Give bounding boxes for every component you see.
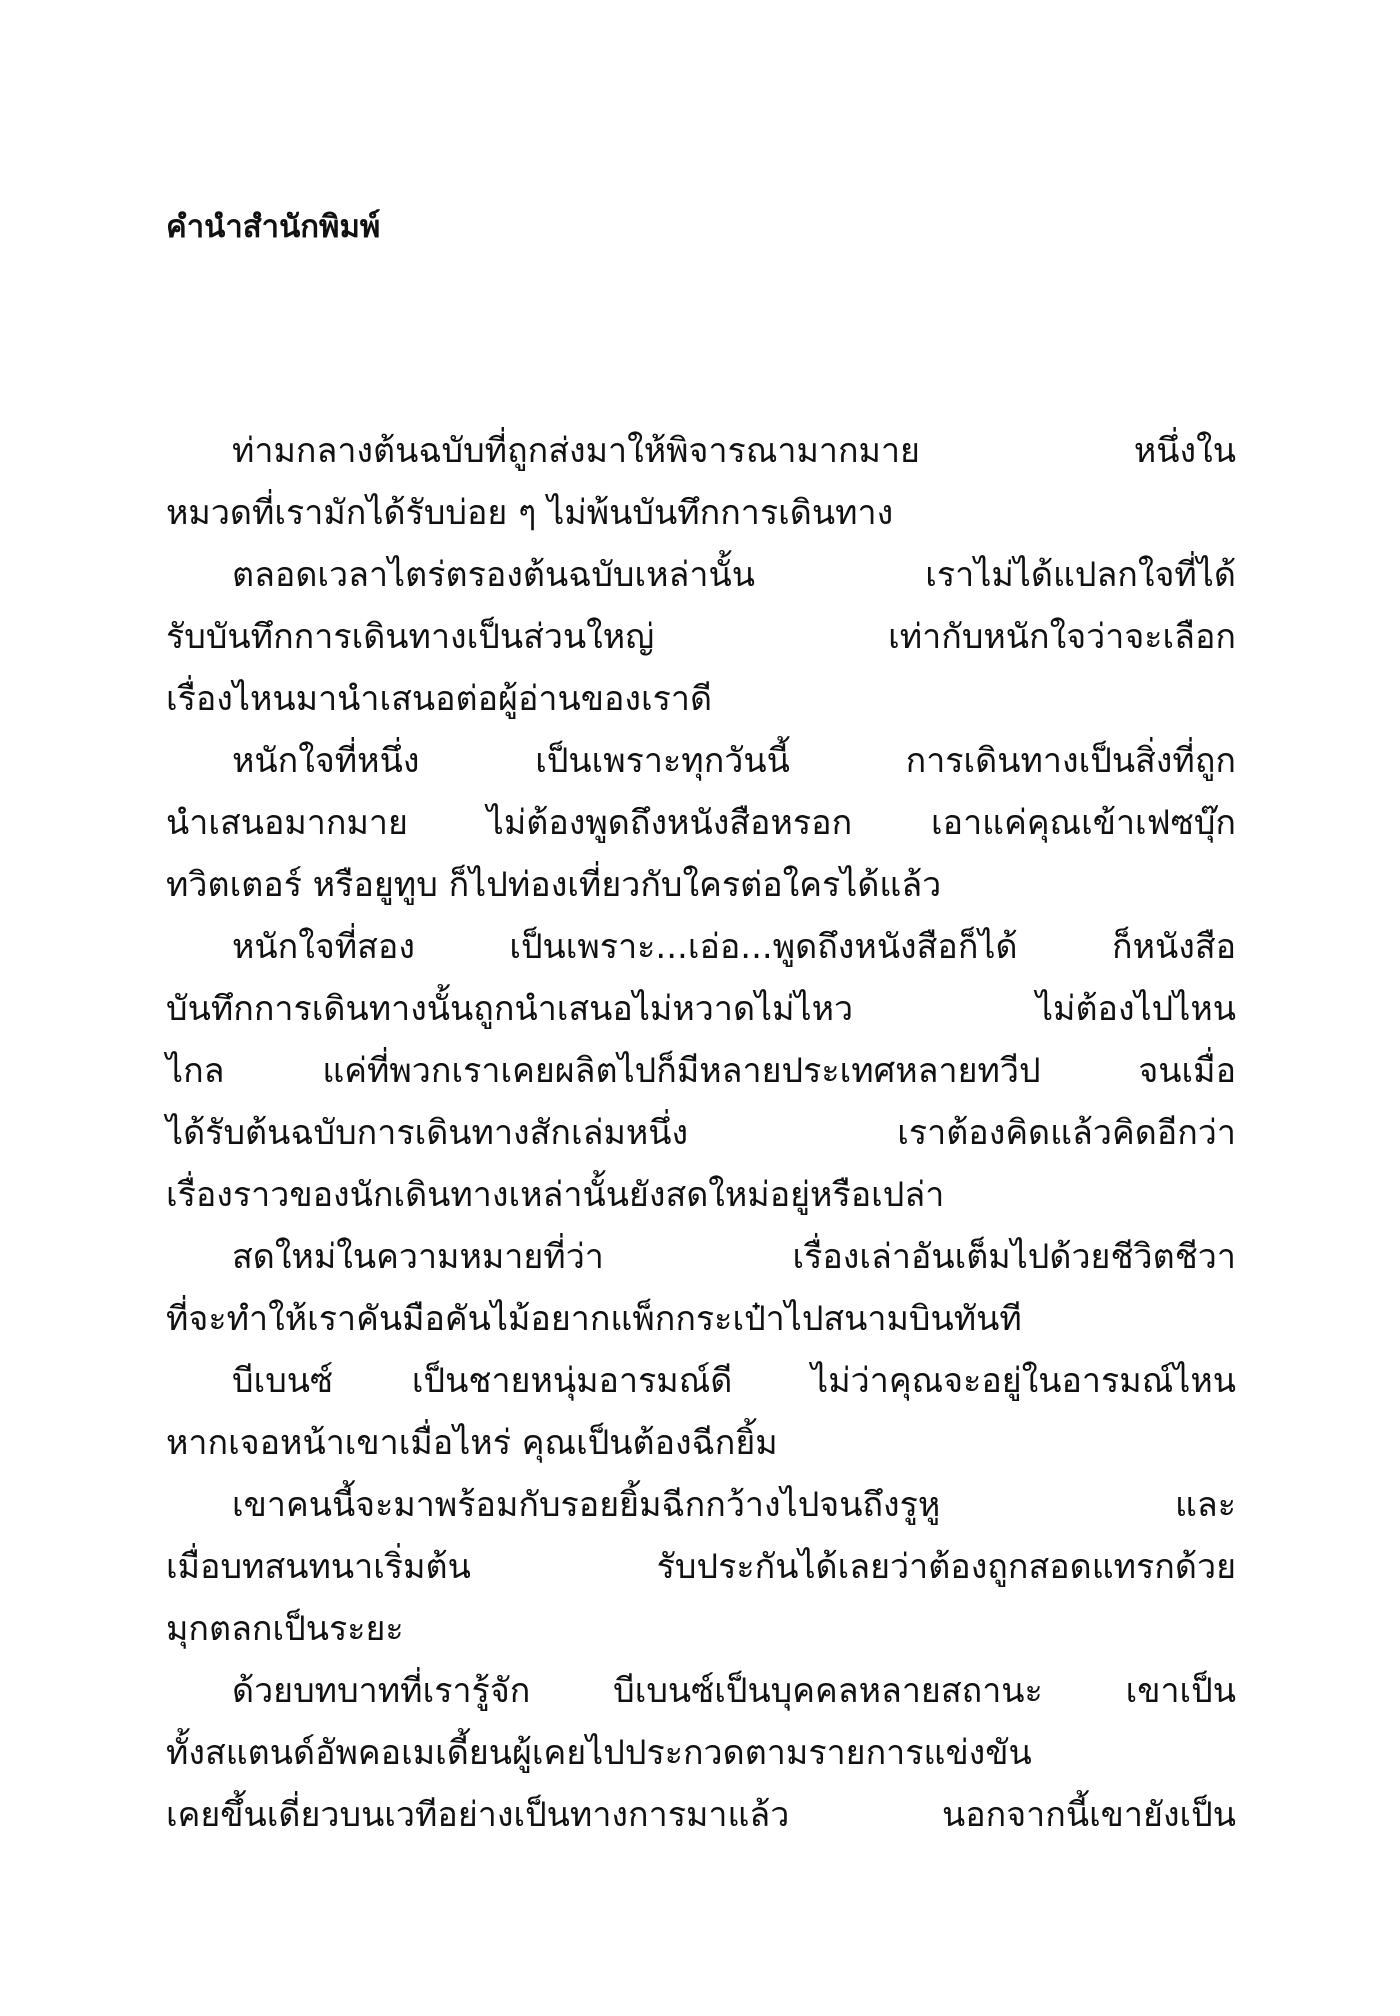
- text-line: เขาคนนี้จะมาพร้อมกับรอยยิ้มฉีกกว้างไปจนถึงรูหู และ: [232, 1485, 1236, 1525]
- text-line: ได้รับต้นฉบับการเดินทางสักเล่มหนึ่ง เราต้องคิดแล้วคิดอีกว่า: [166, 1113, 1236, 1153]
- text-line: สดใหม่ในความหมายที่ว่า เรื่องเล่าอันเต็มไปด้วยชีวิตชีวา: [232, 1237, 1236, 1277]
- text-line: ด้วยบทบาทที่เรารู้จัก บีเบนซ์เป็นบุคคลหลายสถานะ เขาเป็น: [232, 1671, 1236, 1711]
- page-heading: คำนำสำนักพิมพ์: [166, 209, 381, 245]
- text-line: นำเสนอมากมาย ไม่ต้องพูดถึงหนังสือหรอก เอาแค่คุณเข้าเฟซบุ๊ก: [166, 803, 1236, 843]
- text-line: บันทึกการเดินทางนั้นถูกนำเสนอไม่หวาดไม่ไหว ไม่ต้องไปไหน: [166, 989, 1236, 1029]
- text-line: เรื่องราวของนักเดินทางเหล่านั้นยังสดใหม่อยู่หรือเปล่า: [166, 1175, 945, 1215]
- text-line: บีเบนซ์ เป็นชายหนุ่มอารมณ์ดี ไม่ว่าคุณจะอยู่ในอารมณ์ไหน: [232, 1361, 1236, 1401]
- text-line: เคยขึ้นเดี่ยวบนเวทีอย่างเป็นทางการมาแล้ว นอกจากนี้เขายังเป็น: [166, 1795, 1236, 1835]
- text-line: รับบันทึกการเดินทางเป็นส่วนใหญ่ เท่ากับหนักใจว่าจะเลือก: [166, 617, 1236, 657]
- body-text: [166, 420, 1236, 1846]
- text-line: หากเจอหน้าเขาเมื่อไหร่ คุณเป็นต้องฉีกยิ้ม: [166, 1423, 778, 1463]
- text-line: เมื่อบทสนทนาเริ่มต้น รับประกันได้เลยว่าต้องถูกสอดแทรกด้วย: [166, 1547, 1236, 1587]
- text-line: หมวดที่เรามักได้รับบ่อย ๆ ไม่พ้นบันทึกการเดินทาง: [166, 493, 894, 533]
- text-line: ตลอดเวลาไตร่ตรองต้นฉบับเหล่านั้น เราไม่ได้แปลกใจที่ได้: [232, 555, 1236, 595]
- text-line: เรื่องไหนมานำเสนอต่อผู้อ่านของเราดี: [166, 679, 713, 719]
- text-line: ทั้งสแตนด์อัพคอเมเดี้ยนผู้เคยไปประกวดตามรายการแข่งขัน: [166, 1733, 1032, 1773]
- text-line: หนักใจที่สอง เป็นเพราะ...เอ่อ...พูดถึงหนังสือก็ได้ ก็หนังสือ: [232, 927, 1236, 967]
- text-line: ที่จะทำให้เราคันมือคันไม้อยากแพ็กกระเป๋าไปสนามบินทันที: [166, 1299, 1022, 1339]
- text-line: ไกล แค่ที่พวกเราเคยผลิตไปก็มีหลายประเทศหลายทวีป จนเมื่อ: [166, 1051, 1236, 1091]
- text-line: ทวิตเตอร์ หรือยูทูบ ก็ไปท่องเที่ยวกับใครต่อใครได้แล้ว: [166, 865, 942, 905]
- text-line: หนักใจที่หนึ่ง เป็นเพราะทุกวันนี้ การเดินทางเป็นสิ่งที่ถูก: [232, 741, 1236, 781]
- text-line: มุกตลกเป็นระยะ: [166, 1609, 404, 1649]
- text-line: ท่ามกลางต้นฉบับที่ถูกส่งมาให้พิจารณามากมาย หนึ่งใน: [232, 431, 1236, 471]
